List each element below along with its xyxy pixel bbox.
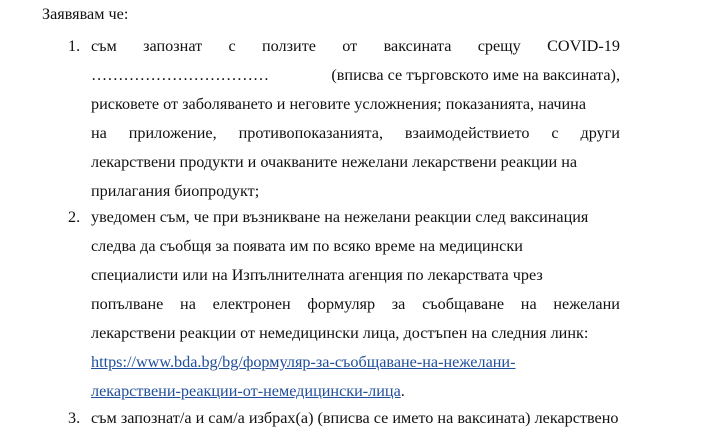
- text-segment: следва да съобщя за появата им по всяко време на медицински: [91, 237, 523, 255]
- word: нежелани: [553, 295, 620, 313]
- intro-text: Заявявам че:: [42, 5, 129, 23]
- word: съм: [91, 37, 117, 55]
- list-line: [91, 90, 620, 119]
- word: попълване: [91, 295, 164, 313]
- list-line: [91, 404, 620, 433]
- list-line: [91, 148, 620, 177]
- text-segment: лекарствени продукти и очакваните нежелани лекарствени реакции на: [91, 153, 578, 171]
- word: други: [580, 124, 620, 142]
- list-line: [91, 261, 620, 290]
- link-suffix: .: [400, 382, 405, 400]
- word: ваксината: [383, 37, 452, 55]
- list-line: [91, 377, 620, 406]
- word: противопоказанията,: [238, 124, 383, 142]
- list-line: [91, 119, 620, 148]
- form-link[interactable]: https://www.bda.bg/bg/формуляр-за-съобщаване-на-нежелани-: [91, 353, 516, 371]
- word: за: [391, 295, 406, 313]
- list-line: [91, 177, 620, 206]
- list-number: 3.: [68, 409, 81, 427]
- word: съобщаване: [422, 295, 505, 313]
- word: ползите: [262, 37, 316, 55]
- word: на: [91, 124, 107, 142]
- word: приложение,: [128, 124, 217, 142]
- text-segment: лекарствени реакции от немедицински лица, достъпен на следния линк:: [91, 324, 589, 342]
- word: с: [228, 37, 236, 55]
- text-segment: уведомен съм, че при възникване на нежелани реакции след ваксинация: [91, 208, 589, 226]
- list-line: [91, 61, 620, 90]
- list-line: [91, 203, 620, 232]
- list-number: 2.: [68, 208, 81, 226]
- word: запознат: [143, 37, 203, 55]
- text-segment: съм запознат/а и сам/а избрах(а) (вписва се името на ваксината) лекарствено: [91, 409, 619, 427]
- list-line: [91, 32, 620, 61]
- list-line: [91, 290, 620, 319]
- word: COVID-19: [547, 37, 620, 55]
- word: от: [342, 37, 358, 55]
- word: електронен: [212, 295, 291, 313]
- blank-dots: ……………………………: [91, 66, 270, 84]
- word: на: [520, 295, 537, 313]
- form-link-continued[interactable]: лекарствени-реакции-от-немедицински-лица: [91, 382, 401, 400]
- list-number: 1.: [68, 37, 81, 55]
- word: взаимодействието: [404, 124, 530, 142]
- word: срещу: [477, 37, 521, 55]
- text-segment: рисковете от заболяването и неговите усложнения; показанията, начина: [91, 95, 587, 113]
- word: с: [551, 124, 559, 142]
- list-line: [91, 319, 620, 348]
- text-segment: прилагания биопродукт;: [91, 182, 260, 200]
- list-line: [91, 232, 620, 261]
- text-segment: специалисти или на Изпълнителната агенция по лекарствата чрез: [91, 266, 543, 284]
- word: на: [180, 295, 196, 313]
- list-line: [91, 348, 620, 377]
- text-segment: (вписва се търговското име на ваксината),: [331, 66, 620, 84]
- word: формуляр: [307, 295, 376, 313]
